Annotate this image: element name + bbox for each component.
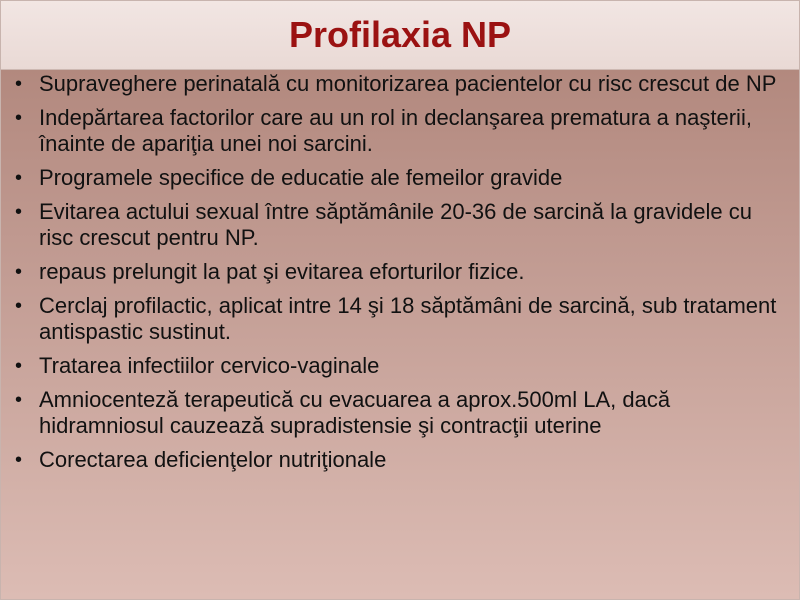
slide-title: Profilaxia NP	[288, 14, 512, 55]
bullet-item: • Indepărtarea factorilor care au un rol in declanşarea prematura a naşterii, înainte de apariţia unei noi sarcini.	[15, 105, 791, 157]
bullet-item: • Programele specifice de educatie ale femeilor gravide	[15, 165, 791, 191]
bullet-item: • Supraveghere perinatală cu monitorizarea pacientelor cu risc crescut de NP	[15, 71, 791, 97]
bullet-list	[15, 71, 791, 481]
bullet-item: • Evitarea actului sexual între săptămânile 20-36 de sarcină la gravidele cu risc crescut pentru NP.	[15, 199, 791, 251]
bullet-item: • Corectarea deficienţelor nutriţionale	[15, 447, 791, 473]
title-bar	[1, 1, 799, 70]
bullet-item: • Cerclaj profilactic, aplicat intre 14 şi 18 săptămâni de sarcină, sub tratament antispastic sustinut.	[15, 293, 791, 345]
bullet-item: • Amniocenteză terapeutică cu evacuarea a aprox.500ml LA, dacă hidramniosul cauzează supradistensie şi contracţii uterine	[15, 387, 791, 439]
bullet-item: • repaus prelungit la pat şi evitarea eforturilor fizice.	[15, 259, 791, 285]
bullet-item: • Tratarea infectiilor cervico-vaginale	[15, 353, 791, 379]
